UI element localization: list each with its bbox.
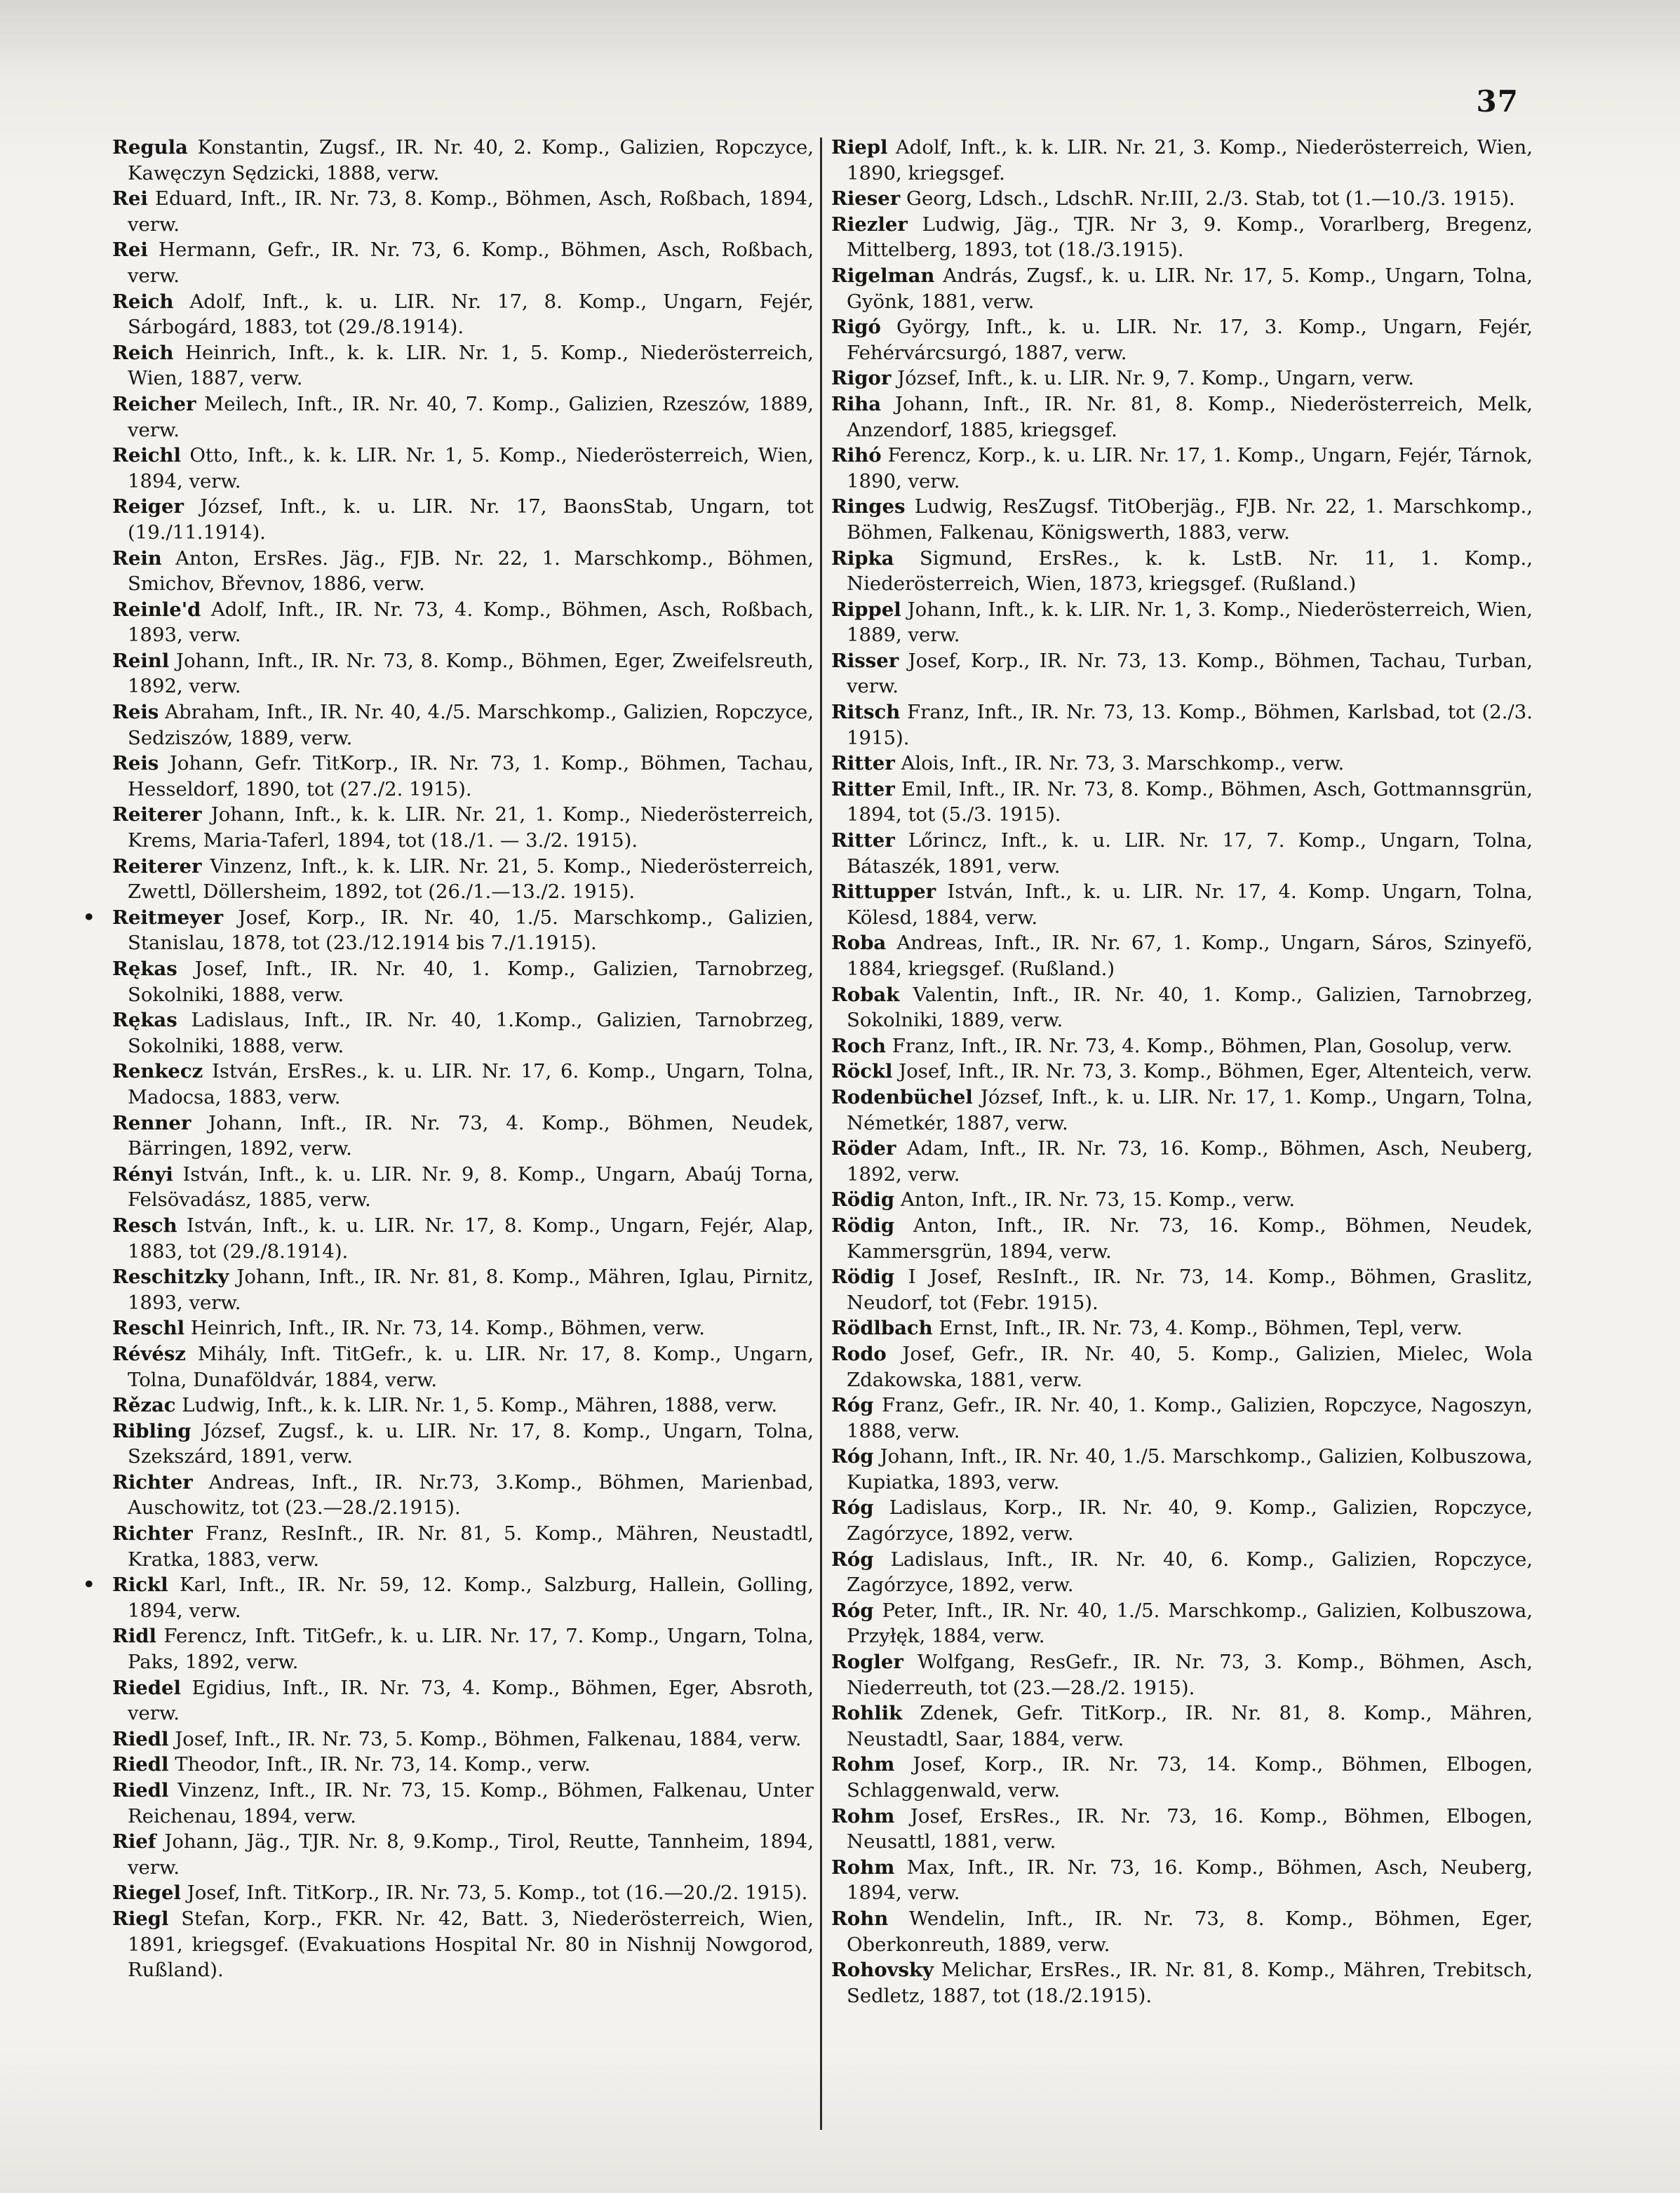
entry-details: Konstantin, Zugsf., IR. Nr. 40, 2. Komp., Galizien, Ropczyce, Kawęczyn Sędzicki, 1888, verw. bbox=[128, 136, 814, 185]
list-item bbox=[83, 905, 814, 956]
entry-surname: Reinl bbox=[112, 649, 170, 672]
entry-details: Heinrich, Inft., k. k. LIR. Nr. 1, 5. Komp., Niederösterreich, Wien, 1887, verw. bbox=[128, 341, 814, 390]
entry-surname: Róg bbox=[831, 1496, 874, 1520]
list-item bbox=[112, 1213, 814, 1264]
list-item bbox=[112, 1623, 814, 1675]
entry-details: Meilech, Inft., IR. Nr. 40, 7. Komp., Galizien, Rzeszów, 1889, verw. bbox=[128, 392, 814, 441]
list-item bbox=[831, 648, 1533, 699]
entry-details: Karl, Inft., IR. Nr. 59, 12. Komp., Salzburg, Hallein, Golling, 1894, verw. bbox=[128, 1574, 814, 1622]
right-column bbox=[831, 135, 1533, 2008]
entry-surname: Reichl bbox=[112, 444, 181, 467]
entry-details: Ferencz, Inft. TitGefr., k. u. LIR. Nr. 17, 7. Komp., Ungarn, Tolna, Paks, 1892, verw. bbox=[128, 1625, 814, 1674]
entry-details: Zdenek, Gefr. TitKorp., IR. Nr. 81, 8. Komp., Mähren, Neustadtl, Saar, 1884, verw. bbox=[847, 1702, 1533, 1750]
list-item bbox=[112, 135, 814, 186]
entry-surname: Reiterer bbox=[112, 803, 202, 826]
entry-surname: Rényi bbox=[112, 1162, 173, 1186]
list-item bbox=[831, 751, 1533, 777]
list-item bbox=[831, 1264, 1533, 1315]
entry-surname: Reis bbox=[112, 752, 159, 775]
list-item bbox=[831, 1957, 1533, 2008]
entry-surname: Ridl bbox=[112, 1625, 156, 1648]
entry-details: Adolf, Inft., IR. Nr. 73, 4. Komp., Böhmen, Asch, Roßbach, 1893, verw. bbox=[128, 598, 814, 647]
list-item bbox=[112, 1880, 814, 1906]
entry-details: Melichar, ErsRes., IR. Nr. 81, 8. Komp., Mähren, Trebitsch, Sedletz, 1887, tot (18./2.1915). bbox=[847, 1959, 1533, 2007]
entry-surname: Reich bbox=[112, 341, 174, 364]
entry-details: István, Inft., k. u. LIR. Nr. 9, 8. Komp., Ungarn, Abaúj Torna, Felsövadász, 1885, verw. bbox=[128, 1162, 814, 1212]
entry-surname: Ribling bbox=[112, 1419, 191, 1442]
list-item bbox=[112, 1419, 814, 1470]
entry-details: Franz, ResInft., IR. Nr. 81, 5. Komp., Mähren, Neustadtl, Kratka, 1883, verw. bbox=[128, 1522, 814, 1571]
entry-details: Ernst, Inft., IR. Nr. 73, 4. Komp., Böhmen, Tepl, verw. bbox=[939, 1317, 1463, 1340]
entry-surname: Regula bbox=[112, 136, 188, 159]
entry-details: Josef, Gefr., IR. Nr. 40, 5. Komp., Galizien, Mielec, Wola Zdakowska, 1881, verw. bbox=[847, 1342, 1533, 1391]
entry-details: Abraham, Inft., IR. Nr. 40, 4./5. Marschkomp., Galizien, Ropczyce, Sedziszów, 1889, verw. bbox=[128, 701, 814, 749]
entry-details: Johann, Inft., IR. Nr. 81, 8. Komp., Niederösterreich, Melk, Anzendorf, 1885, kriegsgef. bbox=[847, 392, 1533, 441]
entry-details: Josef, Inft., IR. Nr. 73, 5. Komp., Böhmen, Falkenau, 1884, verw. bbox=[175, 1727, 802, 1750]
list-item bbox=[831, 1136, 1533, 1187]
list-item bbox=[831, 1855, 1533, 1906]
entry-surname: Reschl bbox=[112, 1317, 185, 1340]
entry-surname: Rohlik bbox=[831, 1702, 903, 1725]
list-item bbox=[831, 930, 1533, 981]
list-item bbox=[831, 777, 1533, 828]
entry-surname: Ripka bbox=[831, 546, 894, 570]
list-item bbox=[112, 340, 814, 391]
entry-details: Heinrich, Inft., IR. Nr. 73, 14. Komp., Böhmen, verw. bbox=[190, 1317, 706, 1340]
entry-surname: Riedl bbox=[112, 1727, 169, 1750]
entry-surname: Róg bbox=[831, 1394, 874, 1417]
entry-details: Hermann, Gefr., IR. Nr. 73, 6. Komp., Böhmen, Asch, Roßbach, verw. bbox=[128, 239, 814, 287]
list-item bbox=[112, 289, 814, 340]
list-item bbox=[831, 1804, 1533, 1855]
entry-details: Wolfgang, ResGefr., IR. Nr. 73, 3. Komp., Böhmen, Asch, Niederreuth, tot (23.—28./2. 1915). bbox=[847, 1651, 1533, 1699]
list-item bbox=[831, 1701, 1533, 1752]
entry-details: Josef, Inft., IR. Nr. 40, 1. Komp., Galizien, Tarnobrzeg, Sokolniki, 1888, verw. bbox=[128, 958, 814, 1006]
entry-surname: Rohm bbox=[831, 1753, 895, 1776]
entry-details: Franz, Inft., IR. Nr. 73, 13. Komp., Böhmen, Karlsbad, tot (2./3. 1915). bbox=[847, 701, 1533, 749]
entry-details: József, Inft., k. u. LIR. Nr. 17, 1. Komp., Ungarn, Tolna, Németkér, 1887, verw. bbox=[847, 1085, 1533, 1134]
entry-surname: Rödig bbox=[831, 1266, 895, 1289]
entry-details: Josef, Inft. TitKorp., IR. Nr. 73, 5. Komp., tot (16.—20./2. 1915). bbox=[187, 1882, 808, 1905]
entry-details: Lőrincz, Inft., k. u. LIR. Nr. 17, 7. Komp., Ungarn, Tolna, Bátaszék, 1891, verw. bbox=[847, 829, 1533, 878]
list-item bbox=[831, 1341, 1533, 1393]
list-item bbox=[112, 1059, 814, 1110]
list-item bbox=[831, 1906, 1533, 1957]
list-item bbox=[112, 648, 814, 699]
entry-surname: Rękas bbox=[112, 1009, 177, 1032]
entry-surname: Rodenbüchel bbox=[831, 1085, 973, 1108]
entry-surname: Ritsch bbox=[831, 701, 901, 724]
entry-surname: Rohovsky bbox=[831, 1959, 934, 1982]
bullet-marker: • bbox=[83, 906, 95, 929]
list-item bbox=[112, 1752, 814, 1778]
list-item bbox=[831, 828, 1533, 879]
entry-details: Adolf, Inft., k. u. LIR. Nr. 17, 8. Komp., Ungarn, Fejér, Sárbogárd, 1883, tot (29./8.1914). bbox=[128, 290, 814, 339]
list-item bbox=[112, 1162, 814, 1213]
list-item bbox=[831, 1495, 1533, 1546]
entry-surname: Róg bbox=[831, 1445, 874, 1468]
entry-details: Theodor, Inft., IR. Nr. 73, 14. Komp., verw. bbox=[175, 1753, 591, 1776]
entry-details: Vinzenz, Inft., IR. Nr. 73, 15. Komp., Böhmen, Falkenau, Unter Reichenau, 1894, verw. bbox=[128, 1779, 814, 1828]
entry-surname: Riedl bbox=[112, 1779, 169, 1802]
entry-details: Andreas, Inft., IR. Nr.73, 3.Komp., Böhmen, Marienbad, Auschowitz, tot (23.—28./2.1915). bbox=[128, 1470, 814, 1520]
entry-details: Johann, Inft., k. k. LIR. Nr. 1, 3. Komp., Niederösterreich, Wien, 1889, verw. bbox=[847, 598, 1533, 647]
entry-details: Anton, ErsRes. Jäg., FJB. Nr. 22, 1. Marschkomp., Böhmen, Smichov, Břevnov, 1886, verw. bbox=[128, 546, 814, 596]
entry-surname: Röder bbox=[831, 1137, 896, 1160]
entry-details: Josef, Inft., IR. Nr. 73, 3. Komp., Böhmen, Eger, Altenteich, verw. bbox=[899, 1060, 1533, 1083]
list-item bbox=[831, 1085, 1533, 1136]
list-item bbox=[112, 802, 814, 853]
entry-surname: Rittupper bbox=[831, 880, 936, 904]
entry-surname: Reiterer bbox=[112, 854, 202, 878]
entry-details: Johann, Inft., IR. Nr. 73, 8. Komp., Böhmen, Eger, Zweifelsreuth, 1892, verw. bbox=[128, 649, 814, 698]
list-item bbox=[112, 494, 814, 545]
entry-details: Johann, Inft., IR. Nr. 81, 8. Komp., Mähren, Iglau, Pirnitz, 1893, verw. bbox=[128, 1266, 814, 1314]
list-item bbox=[112, 1470, 814, 1521]
list-item bbox=[831, 212, 1533, 263]
list-item bbox=[112, 1778, 814, 1829]
entry-surname: Ritter bbox=[831, 829, 895, 852]
entry-details: Johann, Jäg., TJR. Nr. 8, 9.Komp., Tirol, Reutte, Tannheim, 1894, verw. bbox=[128, 1830, 814, 1879]
list-item bbox=[112, 237, 814, 288]
entry-details: Josef, ErsRes., IR. Nr. 73, 16. Komp., Böhmen, Elbogen, Neusattl, 1881, verw. bbox=[847, 1804, 1533, 1853]
list-item bbox=[112, 854, 814, 905]
entry-surname: Rogler bbox=[831, 1651, 903, 1674]
list-item bbox=[831, 1033, 1533, 1059]
list-item bbox=[831, 391, 1533, 443]
entry-surname: Rödig bbox=[831, 1188, 895, 1212]
entry-surname: Reicher bbox=[112, 392, 196, 415]
entry-surname: Rigó bbox=[831, 316, 881, 339]
entry-details: Adolf, Inft., k. k. LIR. Nr. 21, 3. Komp., Niederösterreich, Wien, 1890, kriegsgef. bbox=[847, 136, 1533, 185]
list-item bbox=[112, 443, 814, 494]
entry-surname: Rödig bbox=[831, 1214, 895, 1237]
entry-surname: Riezler bbox=[831, 213, 908, 236]
list-item bbox=[112, 391, 814, 443]
entry-surname: Rohn bbox=[831, 1907, 889, 1930]
bullet-marker: • bbox=[83, 1574, 95, 1597]
entry-surname: Ritter bbox=[831, 777, 895, 800]
list-item bbox=[831, 597, 1533, 648]
entry-details: Ludwig, Jäg., TJR. Nr 3, 9. Komp., Vorarlberg, Bregenz, Mittelberg, 1893, tot (18./3.1915). bbox=[847, 213, 1533, 262]
entry-surname: Risser bbox=[831, 649, 899, 672]
entry-surname: Rodo bbox=[831, 1342, 887, 1365]
entry-details: András, Zugsf., k. u. LIR. Nr. 17, 5. Komp., Ungarn, Tolna, Gyönk, 1881, verw. bbox=[847, 264, 1533, 313]
entry-surname: Reiger bbox=[112, 495, 184, 518]
entry-surname: Rippel bbox=[831, 598, 901, 621]
entry-details: Vinzenz, Inft., k. k. LIR. Nr. 21, 5. Komp., Niederösterreich, Zwettl, Döllersheim, 1892, tot (26./1.—13./2. 1915). bbox=[128, 854, 814, 904]
entry-surname: Reich bbox=[112, 290, 174, 313]
entry-surname: Róg bbox=[831, 1599, 874, 1622]
entry-details: István, Inft., k. u. LIR. Nr. 17, 4. Komp. Ungarn, Tolna, Kölesd, 1884, verw. bbox=[847, 880, 1533, 929]
list-item bbox=[831, 1213, 1533, 1264]
entry-details: Egidius, Inft., IR. Nr. 73, 4. Komp., Böhmen, Eger, Absroth, verw. bbox=[128, 1676, 814, 1725]
entry-surname: Rihó bbox=[831, 444, 882, 467]
entry-surname: Renkecz bbox=[112, 1060, 203, 1083]
entry-details: Franz, Gefr., IR. Nr. 40, 1. Komp., Galizien, Ropczyce, Nagoszyn, 1888, verw. bbox=[847, 1394, 1533, 1442]
entry-details: Ludwig, Inft., k. k. LIR. Nr. 1, 5. Komp., Mähren, 1888, verw. bbox=[182, 1394, 778, 1417]
entry-details: Josef, Korp., IR. Nr. 73, 14. Komp., Böhmen, Elbogen, Schlaggenwald, verw. bbox=[847, 1753, 1533, 1802]
entry-surname: Reschitzky bbox=[112, 1266, 229, 1289]
list-item bbox=[112, 1675, 814, 1726]
entry-details: Johann, Inft., k. k. LIR. Nr. 21, 1. Komp., Niederösterreich, Krems, Maria-Taferl, 1894, tot (18./1. — 3./2. 1915). bbox=[128, 803, 814, 852]
page-number: 37 bbox=[1476, 84, 1519, 119]
entry-details: Sigmund, ErsRes., k. k. LstB. Nr. 11, 1. Komp., Niederösterreich, Wien, 1873, kriegsgef. (Rußland.) bbox=[847, 546, 1533, 596]
entry-surname: Rein bbox=[112, 546, 162, 570]
entry-details: Mihály, Inft. TitGefr., k. u. LIR. Nr. 17, 8. Komp., Ungarn, Tolna, Dunaföldvár, 1884, verw. bbox=[128, 1342, 814, 1391]
entry-surname: Robak bbox=[831, 983, 900, 1006]
entry-details: Max, Inft., IR. Nr. 73, 16. Komp., Böhmen, Asch, Neuberg, 1894, verw. bbox=[847, 1856, 1533, 1905]
entry-surname: Rękas bbox=[112, 958, 177, 980]
entry-details: Ladislaus, Korp., IR. Nr. 40, 9. Komp., Galizien, Ropczyce, Zagórzyce, 1892, verw. bbox=[847, 1496, 1533, 1545]
entry-details: József, Inft., k. u. LIR. Nr. 17, BaonsStab, Ungarn, tot (19./11.1914). bbox=[128, 495, 814, 544]
list-item bbox=[112, 1521, 814, 1572]
list-item bbox=[112, 1906, 814, 1983]
entry-details: Wendelin, Inft., IR. Nr. 73, 8. Komp., Böhmen, Eger, Oberkonreuth, 1889, verw. bbox=[847, 1907, 1533, 1956]
list-item bbox=[112, 1726, 814, 1752]
entry-surname: Riedel bbox=[112, 1676, 181, 1699]
entry-surname: Ritter bbox=[831, 752, 895, 775]
list-item bbox=[831, 546, 1533, 597]
entry-surname: Riha bbox=[831, 392, 882, 415]
entry-details: Josef, Korp., IR. Nr. 73, 13. Komp., Böhmen, Tachau, Turban, verw. bbox=[847, 649, 1533, 698]
entry-surname: Révész bbox=[112, 1342, 186, 1365]
entry-details: Anton, Inft., IR. Nr. 73, 15. Komp., verw. bbox=[900, 1188, 1296, 1212]
list-item bbox=[831, 1547, 1533, 1598]
entry-details: Peter, Inft., IR. Nr. 40, 1./5. Marschkomp., Galizien, Kolbuszowa, Przyłęk, 1884, verw. bbox=[847, 1599, 1533, 1648]
list-item bbox=[831, 1187, 1533, 1213]
entry-surname: Reinle'd bbox=[112, 598, 201, 621]
entry-details: Anton, Inft., IR. Nr. 73, 16. Komp., Böhmen, Neudek, Kammersgrün, 1894, verw. bbox=[847, 1214, 1533, 1263]
entry-surname: Rei bbox=[112, 239, 148, 262]
entry-details: Ludwig, ResZugsf. TitOberjäg., FJB. Nr. 22, 1. Marschkomp., Böhmen, Falkenau, Königswerth, 1883, verw. bbox=[847, 495, 1533, 544]
list-item bbox=[112, 1829, 814, 1880]
entry-surname: Richter bbox=[112, 1522, 193, 1545]
list-item bbox=[831, 1393, 1533, 1444]
entry-details: Georg, Ldsch., LdschR. Nr.III, 2./3. Stab, tot (1.—10./3. 1915). bbox=[906, 187, 1515, 210]
entry-details: Valentin, Inft., IR. Nr. 40, 1. Komp., Galizien, Tarnobrzeg, Sokolniki, 1889, verw. bbox=[847, 983, 1533, 1032]
list-item bbox=[83, 1572, 814, 1623]
list-item bbox=[831, 982, 1533, 1033]
entry-details: Adam, Inft., IR. Nr. 73, 16. Komp., Böhmen, Asch, Neuberg, 1892, verw. bbox=[847, 1137, 1533, 1186]
list-item bbox=[112, 699, 814, 751]
entry-details: György, Inft., k. u. LIR. Nr. 17, 3. Komp., Ungarn, Fejér, Fehérvárcsurgó, 1887, verw. bbox=[847, 316, 1533, 364]
list-item bbox=[831, 1649, 1533, 1701]
column-divider bbox=[820, 138, 822, 2130]
list-item bbox=[831, 135, 1533, 186]
list-item bbox=[831, 879, 1533, 930]
list-item bbox=[831, 699, 1533, 751]
entry-details: Emil, Inft., IR. Nr. 73, 8. Komp., Böhmen, Asch, Gottmannsgrün, 1894, tot (5./3. 1915). bbox=[847, 777, 1533, 826]
entry-details: Josef, Korp., IR. Nr. 40, 1./5. Marschkomp., Galizien, Stanislau, 1878, tot (23./12.1914 bis 7./1.1915). bbox=[128, 906, 814, 955]
entry-details: Alois, Inft., IR. Nr. 73, 3. Marschkomp., verw. bbox=[901, 752, 1345, 775]
entry-details: Johann, Gefr. TitKorp., IR. Nr. 73, 1. Komp., Böhmen, Tachau, Hesseldorf, 1890, tot (27./2. 1915). bbox=[128, 752, 814, 800]
list-item bbox=[112, 186, 814, 237]
list-item bbox=[112, 1264, 814, 1315]
list-item bbox=[112, 956, 814, 1007]
entry-details: Eduard, Inft., IR. Nr. 73, 8. Komp., Böhmen, Asch, Roßbach, 1894, verw. bbox=[128, 187, 814, 236]
entry-surname: Röckl bbox=[831, 1060, 893, 1083]
entry-surname: Reis bbox=[112, 701, 159, 724]
entry-details: Stefan, Korp., FKR. Nr. 42, Batt. 3, Niederösterreich, Wien, 1891, kriegsgef. (Evakuations Hospital Nr. 80 in Nishnij Nowgorod, Rußland). bbox=[128, 1907, 814, 1982]
entry-details: István, ErsRes., k. u. LIR. Nr. 17, 6. Komp., Ungarn, Tolna, Madocsa, 1883, verw. bbox=[128, 1060, 814, 1108]
entry-details: József, Zugsf., k. u. LIR. Nr. 17, 8. Komp., Ungarn, Tolna, Szekszárd, 1891, verw. bbox=[128, 1419, 814, 1468]
entry-surname: Riepl bbox=[831, 136, 888, 159]
list-item bbox=[831, 443, 1533, 494]
list-item bbox=[112, 597, 814, 648]
entry-surname: Riedl bbox=[112, 1753, 169, 1776]
entry-surname: Rohm bbox=[831, 1804, 895, 1828]
list-item bbox=[112, 1393, 814, 1419]
entry-surname: Rickl bbox=[112, 1574, 168, 1597]
list-item bbox=[831, 366, 1533, 391]
list-item bbox=[831, 186, 1533, 212]
entry-surname: Rigor bbox=[831, 367, 892, 390]
entry-surname: Rief bbox=[112, 1830, 156, 1853]
list-item bbox=[831, 494, 1533, 545]
entry-details: Johann, Inft., IR. Nr. 40, 1./5. Marschkomp., Galizien, Kolbuszowa, Kupiatka, 1893, verw. bbox=[847, 1445, 1533, 1494]
list-item bbox=[831, 1444, 1533, 1495]
entry-surname: Rei bbox=[112, 187, 148, 210]
list-item bbox=[831, 1752, 1533, 1803]
list-item bbox=[112, 751, 814, 802]
entry-surname: Rohm bbox=[831, 1856, 895, 1879]
entry-details: Johann, Inft., IR. Nr. 73, 4. Komp., Böhmen, Neudek, Bärringen, 1892, verw. bbox=[128, 1111, 814, 1160]
entry-details: Andreas, Inft., IR. Nr. 67, 1. Komp., Ungarn, Sáros, Szinyefö, 1884, kriegsgef. (Rußland.) bbox=[847, 932, 1533, 980]
list-item bbox=[112, 1315, 814, 1341]
entry-surname: Riegl bbox=[112, 1907, 169, 1930]
entry-details: Ferencz, Korp., k. u. LIR. Nr. 17, 1. Komp., Ungarn, Fejér, Tárnok, 1890, verw. bbox=[847, 444, 1533, 492]
entry-surname: Róg bbox=[831, 1548, 874, 1571]
entry-surname: Riegel bbox=[112, 1882, 181, 1905]
entry-surname: Rězac bbox=[112, 1394, 176, 1417]
entry-surname: Roba bbox=[831, 932, 887, 955]
list-item bbox=[112, 1007, 814, 1059]
entry-details: József, Inft., k. u. LIR. Nr. 9, 7. Komp., Ungarn, verw. bbox=[897, 367, 1415, 390]
list-item bbox=[112, 1111, 814, 1162]
entry-surname: Resch bbox=[112, 1214, 177, 1237]
left-column bbox=[83, 135, 814, 1983]
list-item bbox=[831, 1598, 1533, 1649]
entry-details: Ladislaus, Inft., IR. Nr. 40, 6. Komp., Galizien, Ropczyce, Zagórzyce, 1892, verw. bbox=[847, 1548, 1533, 1597]
entry-details: Ladislaus, Inft., IR. Nr. 40, 1.Komp., Galizien, Tarnobrzeg, Sokolniki, 1888, verw. bbox=[128, 1009, 814, 1057]
entry-surname: Roch bbox=[831, 1034, 886, 1057]
entry-surname: Richter bbox=[112, 1470, 193, 1494]
list-item bbox=[831, 1315, 1533, 1341]
list-item bbox=[831, 314, 1533, 366]
entry-details: István, Inft., k. u. LIR. Nr. 17, 8. Komp., Ungarn, Fejér, Alap, 1883, tot (29./8.1914). bbox=[128, 1214, 814, 1263]
entry-surname: Rieser bbox=[831, 187, 901, 210]
entry-details: I Josef, ResInft., IR. Nr. 73, 14. Komp., Böhmen, Graslitz, Neudorf, tot (Febr. 1915). bbox=[847, 1266, 1533, 1314]
entry-surname: Ringes bbox=[831, 495, 906, 518]
entry-surname: Renner bbox=[112, 1111, 191, 1134]
entry-details: Otto, Inft., k. k. LIR. Nr. 1, 5. Komp., Niederösterreich, Wien, 1894, verw. bbox=[128, 444, 814, 492]
entry-details: Franz, Inft., IR. Nr. 73, 4. Komp., Böhmen, Plan, Gosolup, verw. bbox=[892, 1034, 1513, 1057]
entry-surname: Rödlbach bbox=[831, 1317, 933, 1340]
list-item bbox=[112, 546, 814, 597]
list-item bbox=[831, 1059, 1533, 1085]
entry-surname: Rigelman bbox=[831, 264, 935, 287]
list-item bbox=[831, 263, 1533, 314]
entry-surname: Reitmeyer bbox=[112, 906, 224, 929]
list-item bbox=[112, 1341, 814, 1393]
